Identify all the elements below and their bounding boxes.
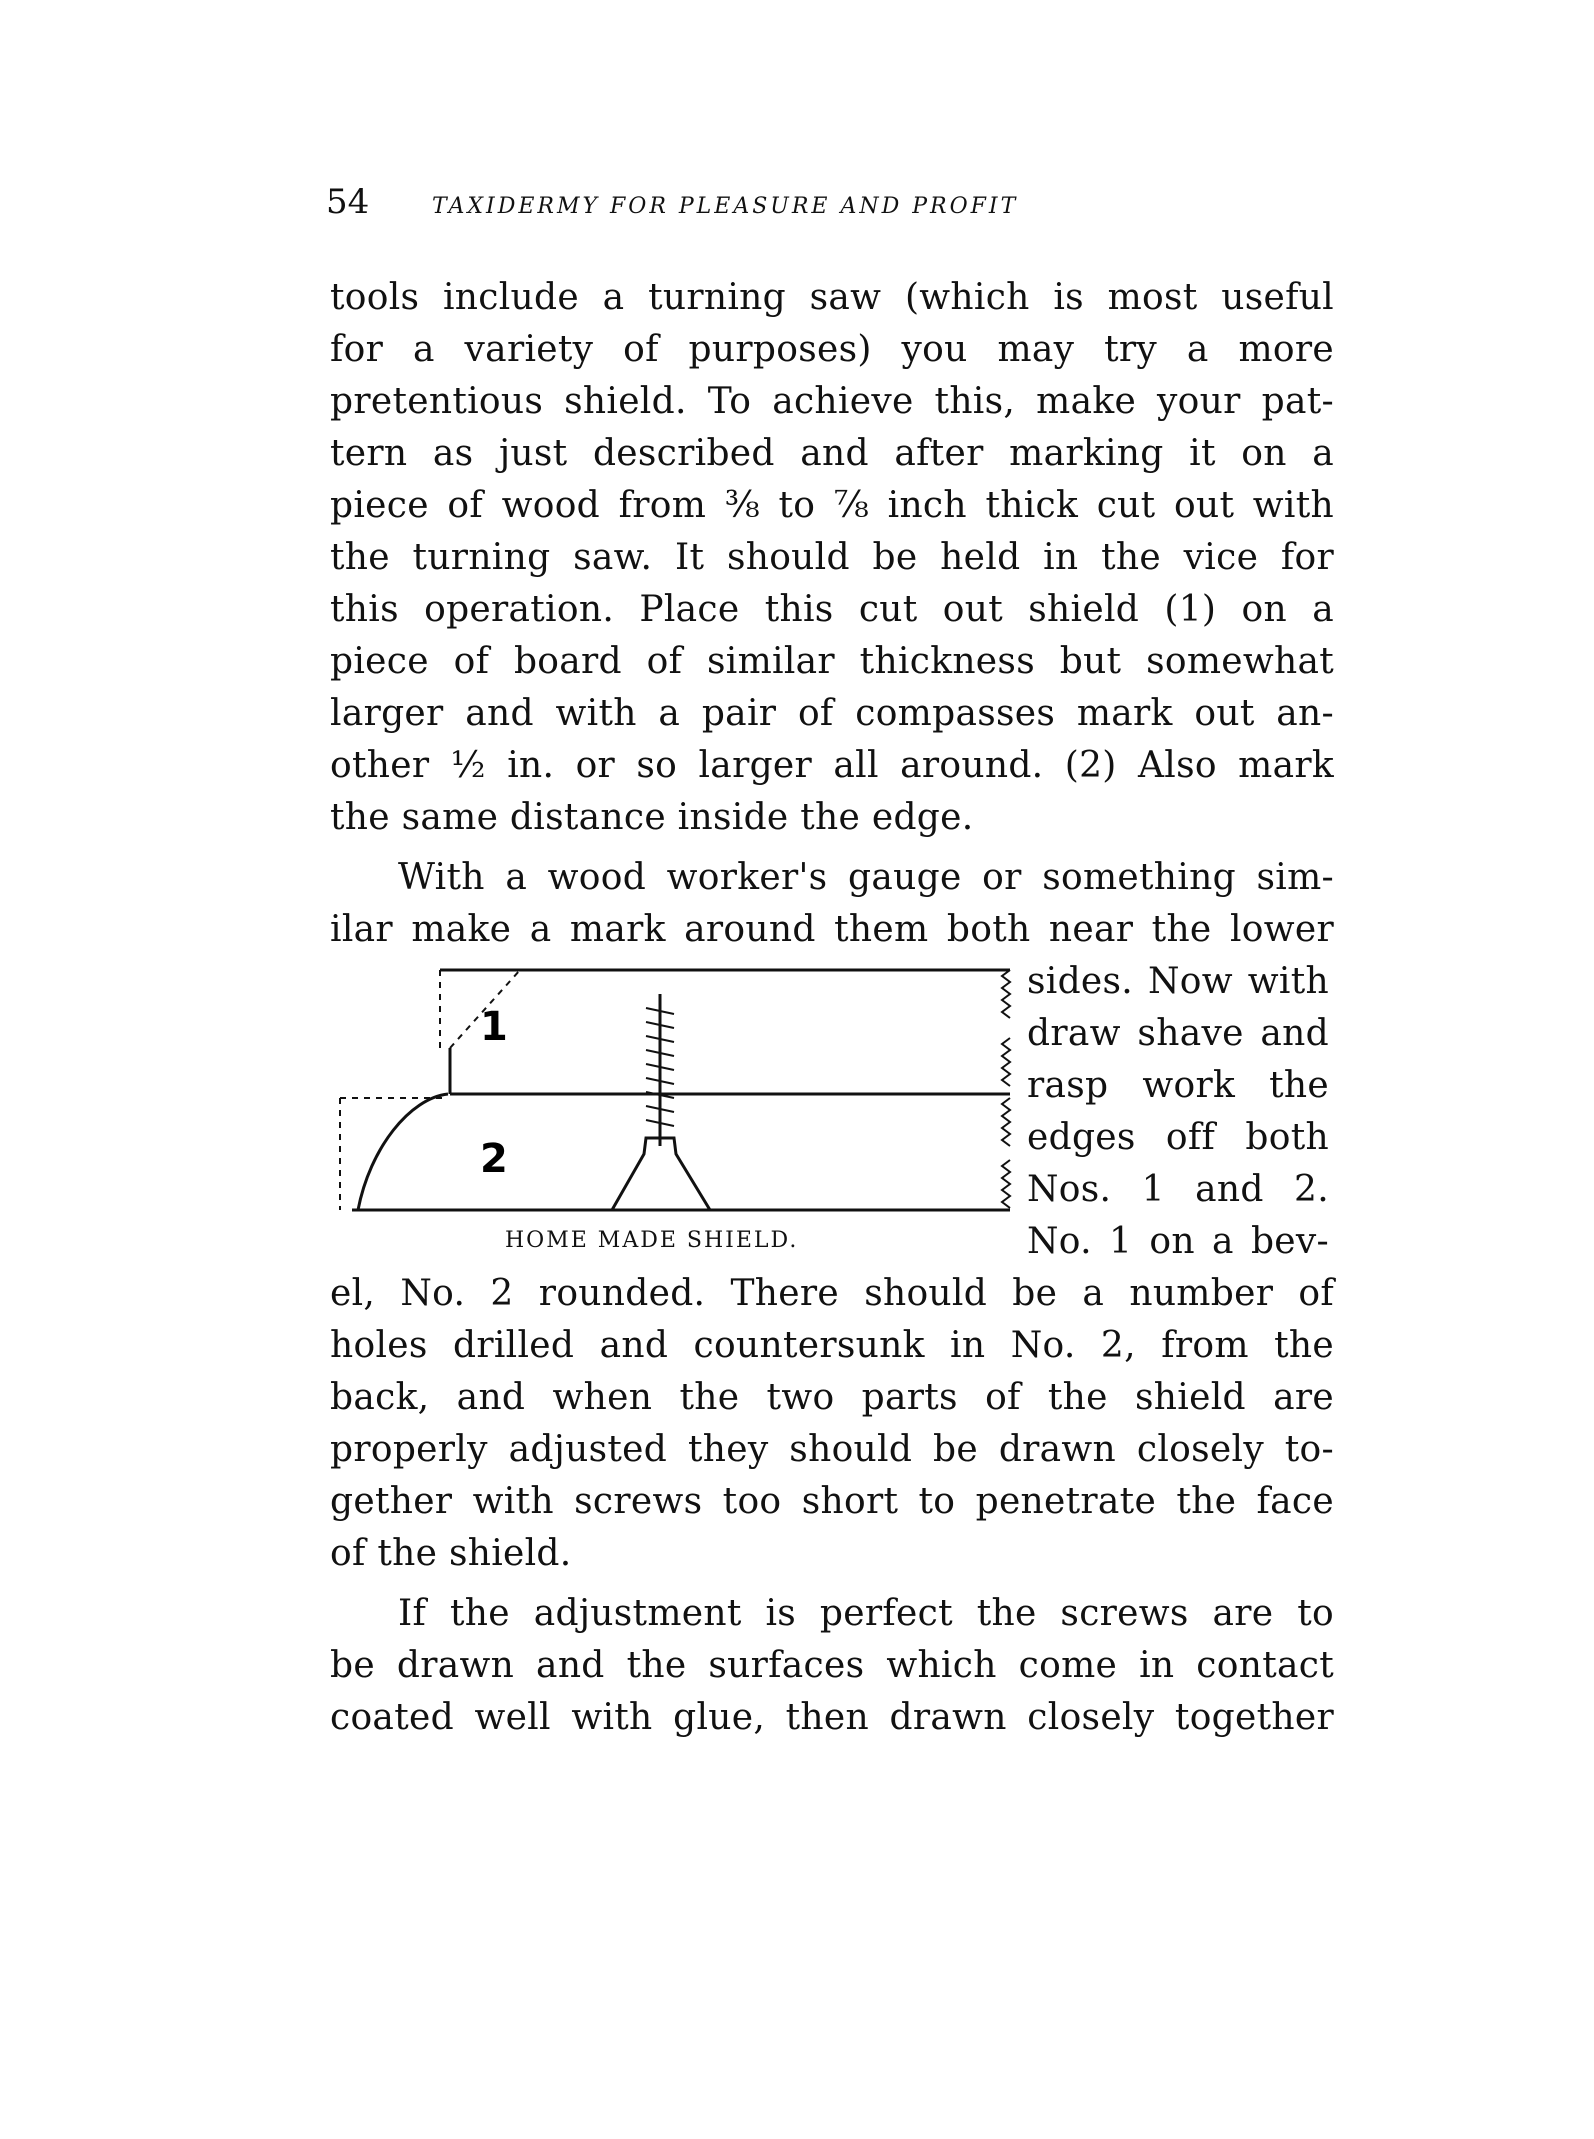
body-line: back, and when the two parts of the shield are	[330, 1377, 1334, 1418]
body-line: piece of wood from ⅜ to ⅞ inch thick cut out with	[330, 485, 1334, 526]
body-line: larger and with a pair of compasses mark out an-	[330, 693, 1334, 734]
body-line: other ½ in. or so larger all around. (2) Also mark	[330, 745, 1334, 786]
page-number: 54	[326, 182, 370, 222]
body-line: the turning saw. It should be held in the vice for	[330, 537, 1334, 578]
body-line: If the adjustment is perfect the screws are to	[398, 1593, 1334, 1634]
side-line: No. 1 on a bev-	[1027, 1221, 1329, 1262]
body-line: With a wood worker's gauge or something sim-	[398, 857, 1334, 898]
side-line: sides. Now with	[1027, 961, 1329, 1002]
body-line: tern as just described and after marking it on a	[330, 433, 1334, 474]
figure-caption: HOME MADE SHIELD.	[505, 1228, 799, 1253]
running-title: TAXIDERMY FOR PLEASURE AND PROFIT	[432, 194, 1019, 219]
body-line: tools include a turning saw (which is most useful	[330, 277, 1334, 318]
body-line: coated well with glue, then drawn closely together	[330, 1697, 1334, 1738]
body-line: the same distance inside the edge.	[330, 797, 974, 838]
body-line: gether with screws too short to penetrate the face	[330, 1481, 1334, 1522]
side-line: Nos. 1 and 2.	[1027, 1169, 1329, 1210]
body-line: piece of board of similar thickness but somewhat	[330, 641, 1334, 682]
side-line: draw shave and	[1027, 1013, 1329, 1054]
running-head	[326, 182, 1330, 232]
body-line: ilar make a mark around them both near the lower	[330, 909, 1334, 950]
body-line: be drawn and the surfaces which come in contact	[330, 1645, 1334, 1686]
board-label-1: 1	[480, 1004, 508, 1050]
body-line: holes drilled and countersunk in No. 2, from the	[330, 1325, 1334, 1366]
body-line: el, No. 2 rounded. There should be a number of	[330, 1273, 1334, 1314]
body-line: properly adjusted they should be drawn closely to-	[330, 1429, 1334, 1470]
body-line: pretentious shield. To achieve this, make your pat-	[330, 381, 1334, 422]
body-line: of the shield.	[330, 1533, 572, 1574]
side-line: edges off both	[1027, 1117, 1329, 1158]
side-line: rasp work the	[1027, 1065, 1329, 1106]
body-line: for a variety of purposes) you may try a more	[330, 329, 1334, 370]
board-label-2: 2	[480, 1136, 508, 1182]
body-line: this operation. Place this cut out shield (1) on a	[330, 589, 1334, 630]
shield-diagram	[330, 948, 1020, 1232]
